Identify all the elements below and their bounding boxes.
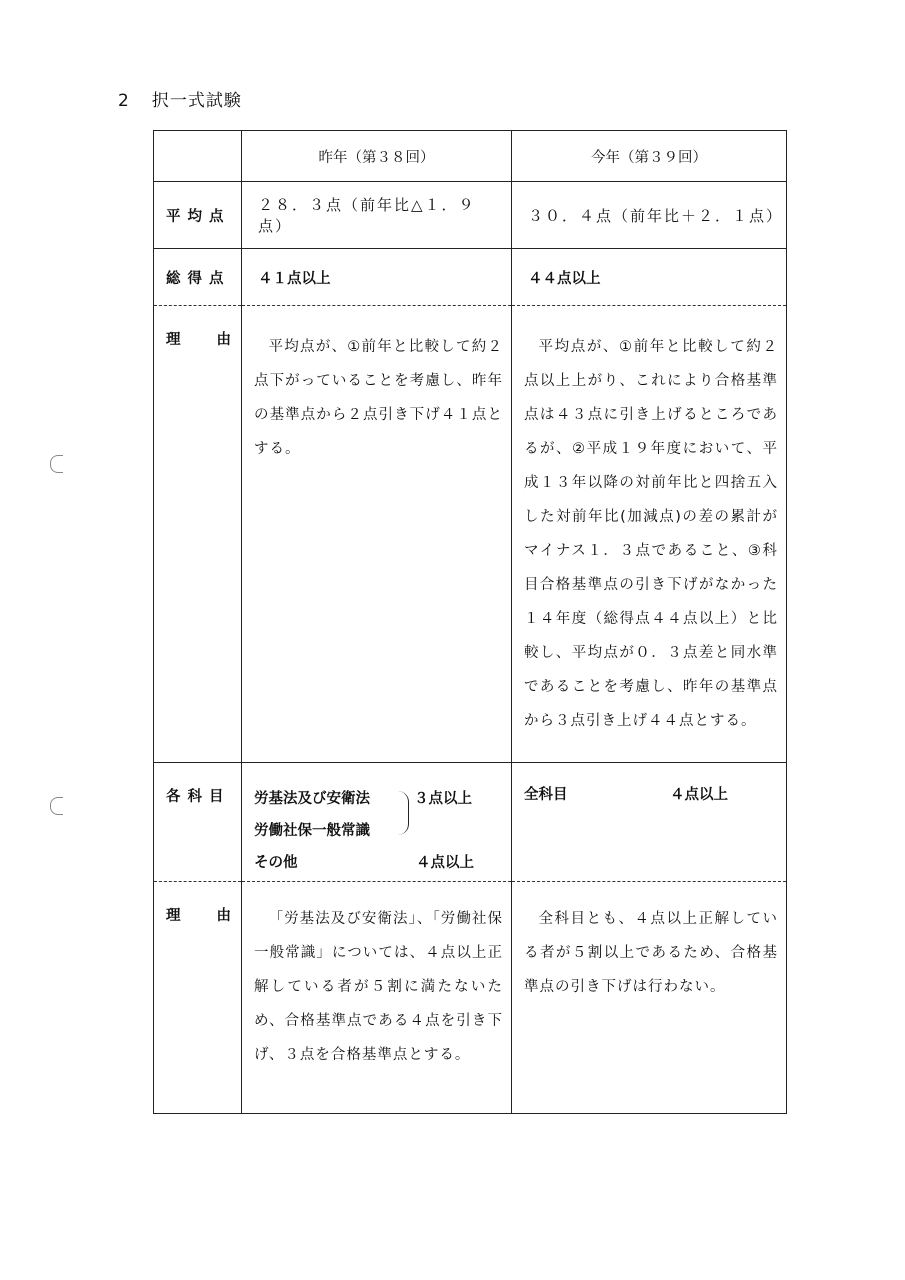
header-row [154,131,787,182]
binding-hole-mark [50,797,63,815]
total-row [154,249,787,306]
subjects-prev [242,763,511,879]
total-reason-prev: 平均点が、①前年と比較して約２点下がっていることを考慮し、昨年の基準点から２点引き下げ４１点とする。 [254,339,503,457]
subjects-row [154,763,787,882]
grouped-points: ３点以上 [414,791,472,807]
subject-item: 労基法及び安衛法 [254,791,370,807]
total-reason-label: 理 由 [166,332,231,348]
subject-item: 労働社保一般常識 [254,823,370,839]
header-empty-cell [154,131,242,182]
all-subjects: 全科目 [524,787,568,803]
total-curr: ４４点以上 [528,270,601,287]
subjects-reason-label: 理 由 [166,908,231,924]
total-prev: ４１点以上 [258,270,331,287]
subjects-curr [512,763,786,804]
header-curr-year: 今年（第３９回） [512,131,787,182]
section-number: 2 [118,91,130,111]
average-label: 平均点 [166,208,231,225]
criteria-table [153,130,787,1114]
average-curr: ３０．４点（前年比＋２．１点） [528,206,784,225]
average-row [154,182,787,249]
subjects-reason-prev: 「労基法及び安衛法」、「労働社保一般常識」については、４点以上正解している者が５割に満たないため、合格基準点である４点を引き下げ、３点を合格基準点とする。 [254,911,503,1063]
header-prev-year: 昨年（第３８回） [242,131,512,182]
grouping-brace [398,791,409,835]
total-reason-curr: 平均点が、①前年と比較して約２点以上上がり、これにより合格基準点は４３点に引き上げるところであるが、②平成１９年度において、平成１３年以降の対前年比と四捨五入した対前年比(加減点)の差の累計がマイナス１．３点であること、③科目合格基準点の引き下げがなかった１４年度（総得点４４点以上）と比較し、平均点が０．３点差と同水準であることを考慮し、昨年の基準点から３点引き上げ４４点とする。 [524,339,778,729]
section-heading [118,86,242,111]
subjects-label: 各科目 [166,789,231,805]
section-title: 択一式試験 [151,91,242,111]
subjects-reason-row [154,882,787,1114]
binding-hole-mark [50,455,63,473]
subjects-reason-curr: 全科目とも、４点以上正解している者が５割以上であるため、合格基準点の引き下げは行わない。 [524,911,778,995]
subject-item: その他 [254,855,298,871]
total-label: 総得点 [166,270,231,287]
total-reason-row [154,306,787,763]
other-points: ４点以上 [416,855,474,871]
average-prev: ２８．３点（前年比△１．９点） [258,196,476,235]
all-subjects-points: ４点以上 [670,787,728,803]
